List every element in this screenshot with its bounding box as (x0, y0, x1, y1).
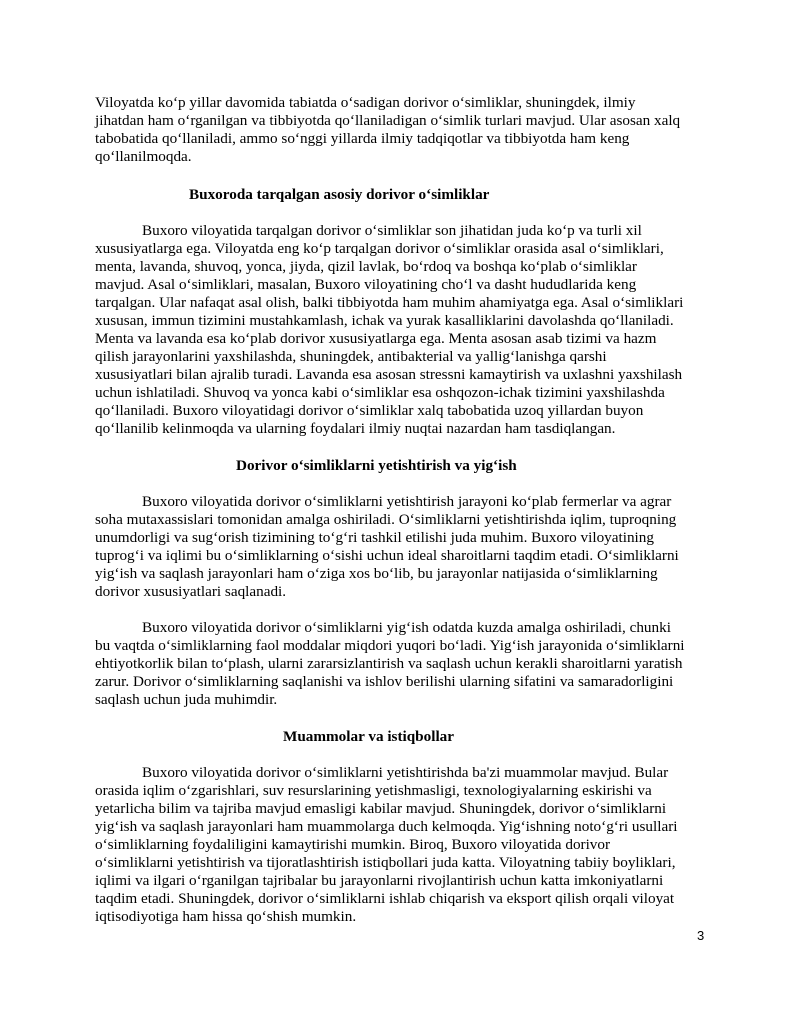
section1-line: Menta va lavanda esa koʻplab dorivor xususiyatlarga ega. Menta asosan asab tizimi va hazm (95, 330, 657, 347)
intro-line: Viloyatda koʻp yillar davomida tabiatda oʻsadigan dorivor oʻsimliklar, shuningdek, ilmiy (95, 94, 636, 111)
section1-line: mavjud. Asal oʻsimliklari, masalan, Buxoro viloyatining choʻl va dasht hududlarida keng (95, 276, 637, 293)
section2-line: bu vaqtda oʻsimliklarning faol moddalar miqdori yuqori boʻladi. Yigʻish jarayonida oʻsimliklarni (95, 637, 685, 654)
section3-heading: Muammolar va istiqbollar (283, 728, 455, 745)
section1-line: menta, lavanda, shuvoq, yonca, jiyda, qizil lavlak, boʻrdoq va boshqa koʻplab oʻsimliklar (95, 258, 637, 275)
section1-line: qoʻllaniladi. Buxoro viloyatidagi dorivor oʻsimliklar xalq tabobatida uzoq yillardan buyon (95, 402, 644, 419)
section2-line: soha mutaxassislari tomonidan amalga oshiriladi. Oʻsimliklarni yetishtirishda iqlim, tuproqning (95, 511, 677, 528)
intro-paragraph (95, 94, 717, 166)
section1-line: xususiyatlari bilan ajralib turadi. Lavanda esa asosan stressni kamaytirish va uxlashni yaxshilash (95, 366, 683, 383)
intro-line: tabobatida qoʻllaniladi, ammo soʻnggi yillarda ilmiy tadqiqotlar va tibbiyotda ham keng (95, 130, 630, 147)
section2-line: saqlash uchun juda muhimdir. (95, 691, 278, 708)
section3-line: iqlimi va ilgari oʻrganilgan tajribalar bu jarayonlarni rivojlantirish uchun katta imkoniyatlarni (95, 872, 664, 889)
section2-line: Buxoro viloyatida dorivor oʻsimliklarni yetishtirish jarayoni koʻplab fermerlar va agrar (142, 493, 672, 510)
section3-line: orasida iqlim oʻzgarishlari, suv resurslarining yetishmasligi, texnologiyalarning eskirishi va (95, 782, 652, 799)
section3-line: oʻsimliklarning foydaliligini kamaytirishi mumkin. Biroq, Buxoro viloyatida dorivor (95, 836, 611, 853)
page-number: 3 (697, 928, 705, 943)
section3-line: yetarlicha bilim va tajriba mavjud emasligi kabilar mavjud. Shuningdek, dorivor oʻsimliklarni (95, 800, 667, 817)
section2-line: Buxoro viloyatida dorivor oʻsimliklarni yigʻish odatda kuzda amalga oshiriladi, chunki (142, 619, 671, 636)
intro-line: qoʻllanilmoqda. (95, 148, 192, 165)
section2-line: tuprogʻi va iqlimi bu oʻsimliklarning oʻsishi uchun ideal sharoitlarni taqdim etadi. Oʻsimliklarni (95, 547, 679, 564)
section2-line: ehtiyotkorlik bilan toʻplash, ularni zararsizlantirish va saqlash uchun kerakli sharoitlarni yaratish (95, 655, 683, 672)
section3-line: oʻsimliklarni yetishtirish va tijoratlashtirish istiqbollari juda katta. Viloyatning tabiiy boyliklari, (95, 854, 676, 871)
section1-line: xususiyatlarga ega. Viloyatda eng koʻp tarqalgan dorivor oʻsimliklar orasida asal oʻsimliklari, (95, 240, 664, 257)
section2-line: zarur. Dorivor oʻsimliklarning saqlanishi va ishlov berilishi ularning sifatini va samaradorligini (95, 673, 674, 690)
section1-line: xususan, immun tizimini mustahkamlash, ichak va yurak kasalliklarini davolashda qoʻllaniladi. (95, 312, 674, 329)
section3-line: Buxoro viloyatida dorivor oʻsimliklarni yetishtirishda ba'zi muammolar mavjud. Bular (142, 764, 669, 781)
section2-line: dorivor xususiyatlari saqlanadi. (95, 583, 287, 600)
section1-line: Buxoro viloyatida tarqalgan dorivor oʻsimliklar son jihatidan juda koʻp va turli xil (142, 222, 642, 239)
section1-line: qilish jarayonlarini yaxshilashda, shuningdek, antibakterial va yalligʻlanishga qarshi (95, 348, 607, 365)
section3-line: iqtisodiyotiga ham hissa qoʻshish mumkin. (95, 908, 357, 925)
section1-line: tarqalgan. Ular nafaqat asal olish, balki tibbiyotda ham muhim ahamiyatga ega. Asal oʻsimliklari (95, 294, 684, 311)
section1-heading: Buxoroda tarqalgan asosiy dorivor oʻsimliklar (189, 186, 490, 203)
section3-line: yigʻish va saqlash jarayonlari ham muammolarga duch kelmoqda. Yigʻishning notoʻgʻri usullari (95, 818, 678, 835)
section2-line: yigʻish va saqlash jarayonlari ham oʻziga xos boʻlib, bu jarayonlar natijasida oʻsimliklarning (95, 565, 658, 582)
section3-paragraph (95, 764, 717, 926)
section1-line: qoʻllanilib kelinmoqda va ularning foydalari ilmiy nuqtai nazardan ham tasdiqlangan. (95, 420, 616, 437)
section2-paragraph-2 (95, 619, 717, 709)
section1-line: uchun ishlatiladi. Shuvoq va yonca kabi oʻsimliklar esa oshqozon-ichak tizimini yaxshilashda (95, 384, 665, 401)
section3-line: taqdim etadi. Shuningdek, dorivor oʻsimliklarni ishlab chiqarish va eksport qilish orqali viloyat (95, 890, 675, 907)
section2-heading: Dorivor oʻsimliklarni yetishtirish va yigʻish (236, 457, 517, 474)
section2-paragraph-1 (95, 493, 717, 601)
section1-paragraph (95, 222, 717, 438)
intro-line: jihatdan ham oʻrganilgan va tibbiyotda qoʻllaniladigan oʻsimlik turlari mavjud. Ular asosan xalq (95, 112, 681, 129)
section2-line: unumdorligi va sugʻorish tizimining toʻgʻri tashkil etilishi juda muhim. Buxoro viloyatining (95, 529, 654, 546)
